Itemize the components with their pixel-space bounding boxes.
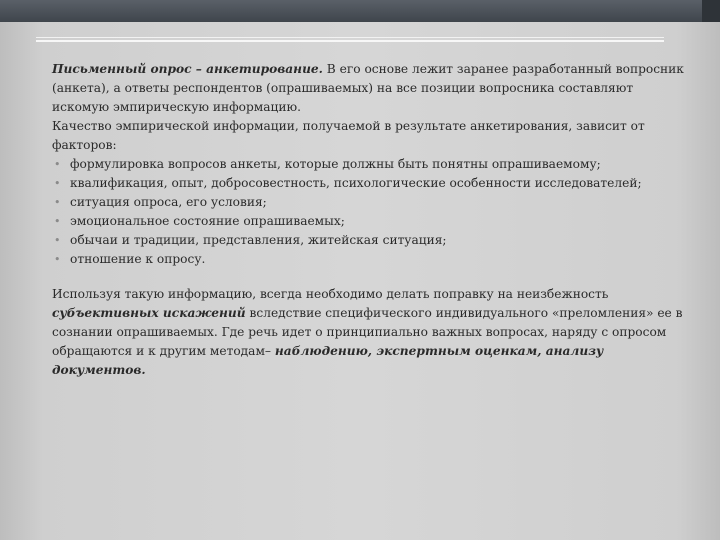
- conclusion-paragraph: [52, 285, 692, 380]
- bullet-icon: •: [54, 177, 61, 190]
- quality-paragraph: Качество эмпирической информации, получаемой в результате анкетирования, зависит от факторов:: [52, 119, 645, 152]
- intro-text: В его основе лежит заранее разработанный вопросник (анкета), а ответы респондентов (опрашиваемых) на все позиции вопросника составляют искомую эмпирическую информацию.: [52, 62, 684, 114]
- slide-body: [52, 60, 692, 380]
- factor-text: формулировка вопросов анкеты, которые должны быть понятны опрашиваемому;: [70, 157, 601, 171]
- conclusion-text: Используя такую информацию, всегда необходимо делать поправку на неизбежность: [52, 287, 609, 301]
- bullet-icon: •: [54, 253, 61, 266]
- bullet-icon: •: [54, 158, 61, 171]
- decorative-line: [36, 37, 664, 38]
- list-item: [52, 155, 692, 174]
- paragraph-gap: [52, 269, 692, 285]
- list-item: [52, 250, 692, 269]
- bullet-icon: •: [54, 215, 61, 228]
- factor-text: отношение к опросу.: [70, 252, 206, 266]
- factor-text: эмоциональное состояние опрашиваемых;: [70, 214, 345, 228]
- list-item: [52, 193, 692, 212]
- decorative-line: [36, 40, 664, 42]
- conclusion-emphasis: наблюдению, экспертным оценкам, анализу документов.: [52, 344, 604, 377]
- top-bar-accent: [702, 0, 720, 22]
- list-item: [52, 231, 692, 250]
- factors-list: [52, 155, 692, 269]
- top-bar: [0, 0, 720, 22]
- factor-text: обычаи и традиции, представления, житейская ситуация;: [70, 233, 447, 247]
- intro-paragraph: [52, 60, 692, 117]
- list-item: [52, 212, 692, 231]
- factor-text: квалификация, опыт, добросовестность, психологические особенности исследователей;: [70, 176, 642, 190]
- list-item: [52, 174, 692, 193]
- conclusion-emphasis: субъективных искажений: [52, 306, 246, 320]
- bullet-icon: •: [54, 234, 61, 247]
- intro-term: Письменный опрос – анкетирование.: [52, 62, 323, 76]
- factor-text: ситуация опроса, его условия;: [70, 195, 267, 209]
- conclusion-text: вследствие специфического индивидуального «преломления» ее в сознании опрашиваемых. Где речь идет о принципиально важных вопросах, наряду с опросом обращаются и к другим методам–: [52, 306, 683, 358]
- bullet-icon: •: [54, 196, 61, 209]
